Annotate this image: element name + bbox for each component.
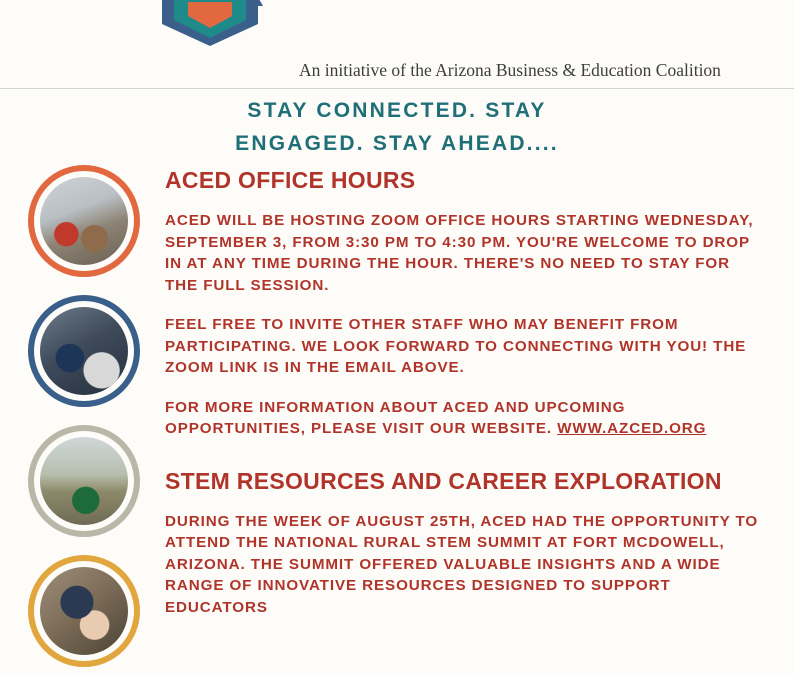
tagline [0,94,794,160]
paragraph-website-info [165,397,765,440]
header-divider [0,88,794,89]
photo-cpr-training [28,555,140,667]
aced-logo-icon [140,0,280,46]
website-info-text: FOR MORE INFORMATION ABOUT ACED AND UPCOMING OPPORTUNITIES, PLEASE VISIT OUR WEBSITE. [165,398,626,437]
page-bottom-edge [0,671,794,675]
section-heading-stem-resources: STEM RESOURCES AND CAREER EXPLORATION [165,467,722,494]
tagline-line-1: STAY CONNECTED. STAY [247,99,547,122]
azced-website-link[interactable]: WWW.AZCED.ORG [557,420,707,437]
logo-block [140,0,721,80]
photo-column [28,165,143,675]
photo-outdoor-field-trip [28,425,140,537]
logo-subtitle: An initiative of the Arizona Business & Education Coalition [299,60,721,80]
photo-classroom-activity [28,165,140,277]
paragraph-office-hours-2: FEEL FREE TO INVITE OTHER STAFF WHO MAY BENEFIT FROM PARTICIPATING. WE LOOK FORWARD TO CONNECTING WITH YOU! THE ZOOM LINK IS IN THE EMAIL ABOVE. [165,316,747,376]
header [0,0,794,90]
paragraph-stem-summit: DURING THE WEEK OF AUGUST 25TH, ACED HAD THE OPPORTUNITY TO ATTEND THE NATIONAL RURAL STEM SUMMIT AT FORT MCDOWELL, ARIZONA. THE SUMMIT OFFERED VALUABLE INSIGHTS AND A WIDE RANGE OF INNOVATIVE RESOURCES DESIGNED TO SUPPORT EDUCATORS [165,512,759,616]
section-heading-office-hours: ACED OFFICE HOURS [165,167,416,193]
photo-students-laptops [28,295,140,407]
paragraph-office-hours-1: ACED WILL BE HOSTING ZOOM OFFICE HOURS STARTING WEDNESDAY, SEPTEMBER 3, FROM 3:30 PM TO 4:30 PM. YOU'RE WELCOME TO DROP IN AT ANY TIME DURING THE HOUR. THERE'S NO NEED TO STAY FOR THE FULL SESSION. [165,212,754,294]
tagline-line-2: ENGAGED. STAY AHEAD.... [235,132,559,155]
text-column [165,165,765,618]
